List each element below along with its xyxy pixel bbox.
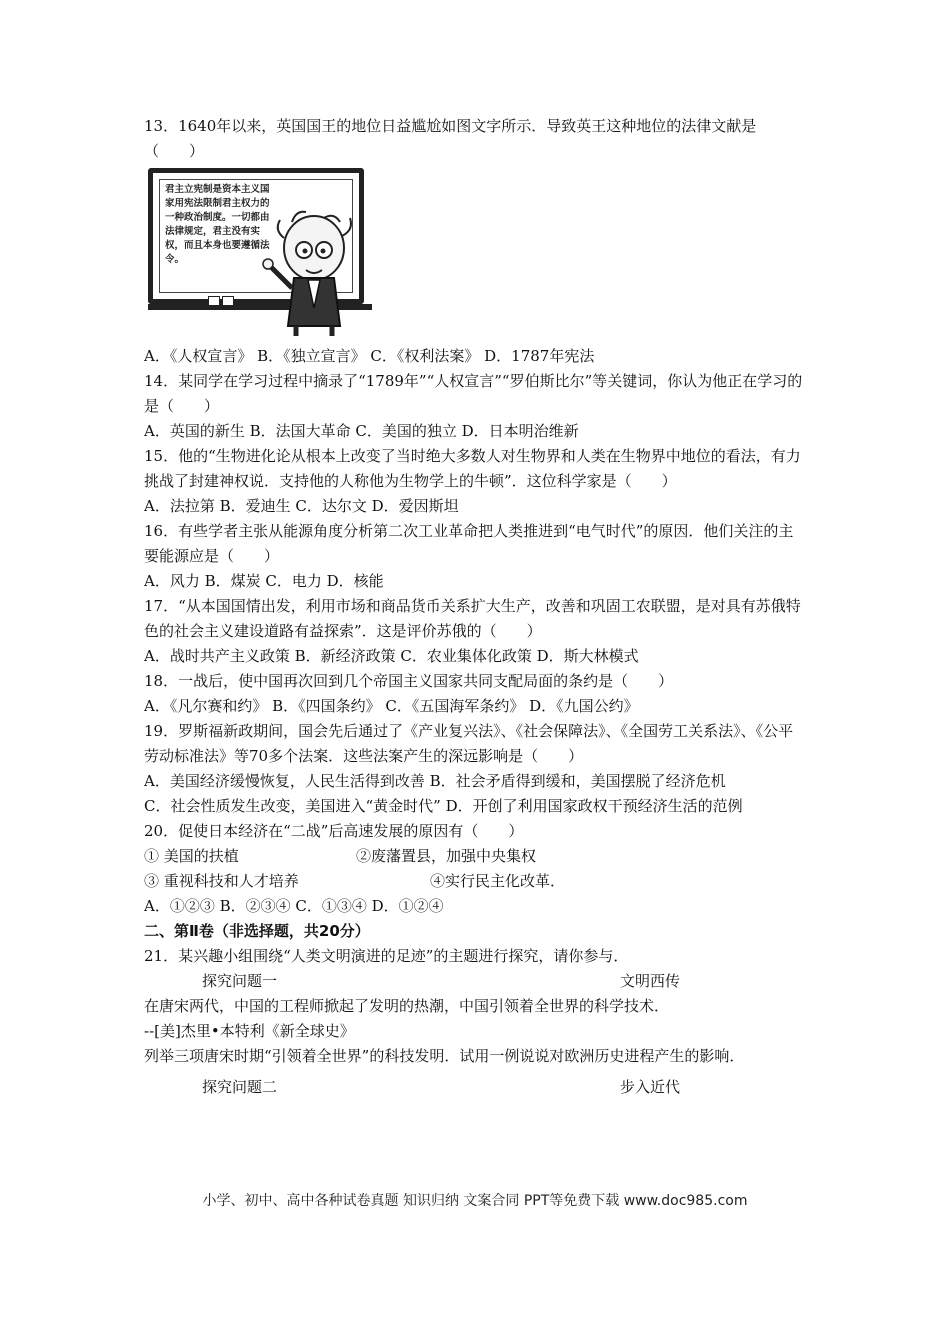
q21-topic2 [144, 1075, 808, 1100]
section2-heading: 二、第Ⅱ卷（非选择题，共20分） [144, 922, 370, 940]
q21-quote: 在唐宋两代，中国的工程师掀起了发明的热潮，中国引领着全世界的科学技术． [144, 997, 670, 1015]
q13-blackboard-figure [146, 166, 372, 338]
professor-cartoon-icon [262, 208, 372, 338]
q15-options: A．法拉第 B．爱迪生 C．达尔文 D．爱因斯坦 [144, 497, 459, 515]
q21-source: --[美]杰里•本特利《新全球史》 [144, 1022, 355, 1040]
exam-page [144, 114, 808, 1100]
q18-options: A．《凡尔赛和约》 B．《四国条约》 C．《五国海军条约》 D．《九国公约》 [144, 697, 639, 715]
q21-topic1-title: 文明西传 [620, 972, 681, 990]
eraser-icon [208, 296, 220, 306]
q17-stem: 17．“从本国国情出发，利用市场和商品货币关系扩大生产，改善和巩固工农联盟，是对具有苏俄特色的社会主义建设道路有益探索”．这是评价苏俄的（ ） [144, 597, 801, 640]
page-footer: 小学、初中、高中各种试卷真题 知识归纳 文案合同 PPT等免费下载 www.doc985.com [202, 1193, 748, 1209]
q19-options-cd: C．社会性质发生改变，美国进入“黄金时代” D．开创了利用国家政权干预经济生活的范例 [144, 797, 743, 815]
q21-topic2-label: 探究问题二 [202, 1078, 278, 1096]
q20-options: A．①②③ B．②③④ C．①③④ D．①②④ [144, 897, 444, 915]
q13-stem: 13．1640年以来，英国国王的地位日益尴尬如图文字所示．导致英王这种地位的法律文献是（ ） [144, 117, 757, 160]
q21-topic2-title: 步入近代 [620, 1078, 681, 1096]
q15-stem: 15．他的“生物进化论从根本上改变了当时绝大多数人对生物界和人类在生物界中地位的看法，有力挑战了封建神权说．支持他的人称他为生物学上的牛顿”．这位科学家是（ ） [144, 447, 801, 490]
q16-options: A．风力 B．煤炭 C．电力 D．核能 [144, 572, 384, 590]
q21-stem: 21．某兴趣小组围绕“人类文明演进的足迹”的主题进行探究，请你参与． [144, 947, 629, 965]
q21-task: 列举三项唐宋时期“引领着全世界”的科技发明．试用一例说说对欧洲历史进程产生的影响． [144, 1047, 745, 1065]
q20-item-4: ④实行民主化改革． [430, 872, 566, 890]
q21-topic1-label: 探究问题一 [202, 972, 278, 990]
q20-item-1: ① 美国的扶植 [144, 847, 239, 865]
q16-stem: 16．有些学者主张从能源角度分析第二次工业革命把人类推进到“电气时代”的原因．他们关注的主要能源应是（ ） [144, 522, 794, 565]
q14-stem: 14．某同学在学习过程中摘录了“1789年”“人权宣言”“罗伯斯比尔”等关键词，你认为他正在学习的是（ ） [144, 372, 803, 415]
blackboard-text: 君主立宪制是资本主义国家用宪法限制君主权力的一种政治制度。一切都由法律规定，君主没有实权，而且本身也要遵循法令。 [165, 184, 270, 265]
q19-options-ab: A．美国经济缓慢恢复，人民生活得到改善 B．社会矛盾得到缓和，美国摆脱了经济危机 [144, 772, 726, 790]
q21-topic1 [144, 969, 808, 994]
q18-stem: 18．一战后，使中国再次回到几个帝国主义国家共同支配局面的条约是（ ） [144, 672, 674, 690]
q19-stem: 19．罗斯福新政期间，国会先后通过了《产业复兴法》、《社会保障法》、《全国劳工关系法》、《公平劳动标准法》等70多个法案．这些法案产生的深远影响是（ ） [144, 722, 794, 765]
q20-stem: 20．促使日本经济在“二战”后高速发展的原因有（ ） [144, 822, 524, 840]
eraser-icon [222, 296, 234, 306]
q20-items-row1 [144, 844, 808, 869]
q14-options: A．英国的新生 B．法国大革命 C．美国的独立 D．日本明治维新 [144, 422, 579, 440]
q20-item-2: ②废藩置县，加强中央集权 [356, 847, 537, 865]
q20-item-3: ③ 重视科技和人才培养 [144, 872, 299, 890]
q20-items-row2 [144, 869, 808, 894]
q13-options: A．《人权宣言》 B．《独立宣言》 C．《权利法案》 D．1787年宪法 [144, 347, 595, 365]
q17-options: A．战时共产主义政策 B．新经济政策 C．农业集体化政策 D．斯大林模式 [144, 647, 639, 665]
